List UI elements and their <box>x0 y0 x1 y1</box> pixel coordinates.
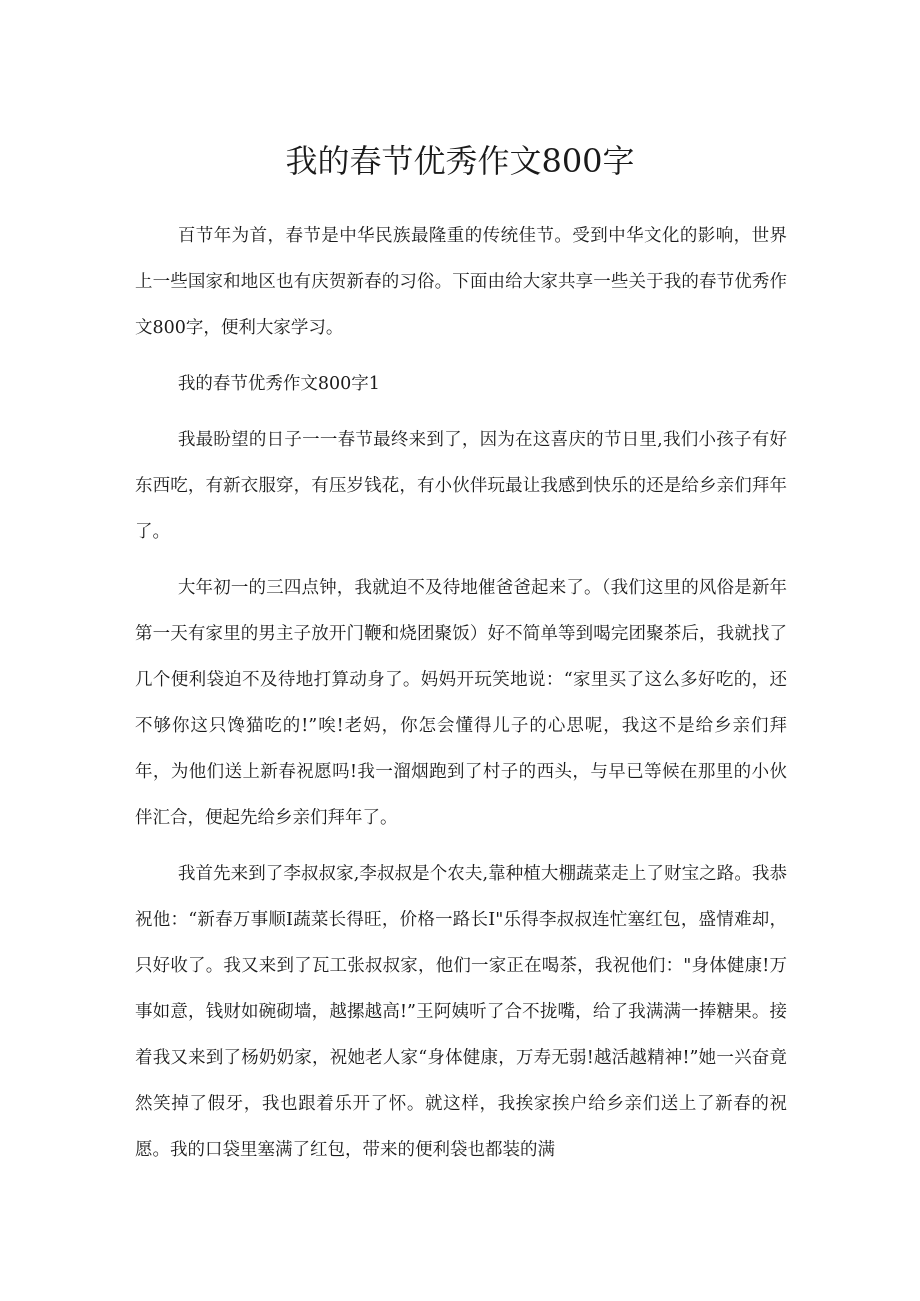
document-body <box>135 213 787 1183</box>
body-paragraph: 我首先来到了李叔叔家,李叔叔是个农夫,靠种植大棚蔬菜走上了财宝之路。我恭祝他：“新春万事顺I蔬菜长得旺，价格一路长I"乐得李叔叔连忙塞红包，盛情难却，只好收了。我又来到了瓦工张叔叔家，他们一家正在喝茶，我祝他们："身体健康!万事如意，钱财如碗砌墙，越摞越高!”王阿姨听了合不拢嘴，给了我满满一捧糖果。接着我又来到了杨奶奶家，祝她老人家“身体健康，万寿无弱!越活越精神!”她一兴奋竟然笑掉了假牙，我也跟着乐开了怀。就这样，我挨家挨户给乡亲们送上了新春的祝愿。我的口袋里塞满了红包，带来的便利袋也都装的满 <box>135 864 787 1160</box>
body-paragraph: 大年初一的三四点钟，我就迫不及待地催爸爸起来了。（我们这里的风俗是新年第一天有家里的男主子放开门鞭和烧团聚饭）好不简单等到喝完团聚茶后，我就找了几个便利袋迫不及待地打算动身了。妈妈开玩笑地说：“家里买了这么多好吃的，还不够你这只馋猫吃的!”唉!老妈，你怎会懂得儿子的心思呢，我这不是给乡亲们拜年，为他们送上新春祝愿吗!我一溜烟跑到了村子的西头，与早已等候在那里的小伙伴汇合，便起先给乡亲们拜年了。 <box>135 578 787 828</box>
body-paragraph: 我最盼望的日子一一春节最终来到了，因为在这喜庆的节日里,我们小孩子有好东西吃，有新衣服穿，有压岁钱花，有小伙伴玩最让我感到快乐的还是给乡亲们拜年了。 <box>135 430 787 542</box>
intro-paragraph: 百节年为首，春节是中华民族最隆重的传统佳节。受到中华文化的影响，世界上一些国家和地区也有庆贺新春的习俗。下面由给大家共享一些关于我的春节优秀作文800字，便利大家学习。 <box>135 226 787 338</box>
document-title: 我的春节优秀作文800字 <box>285 142 635 180</box>
section-heading: 我的春节优秀作文800字1 <box>177 374 380 394</box>
